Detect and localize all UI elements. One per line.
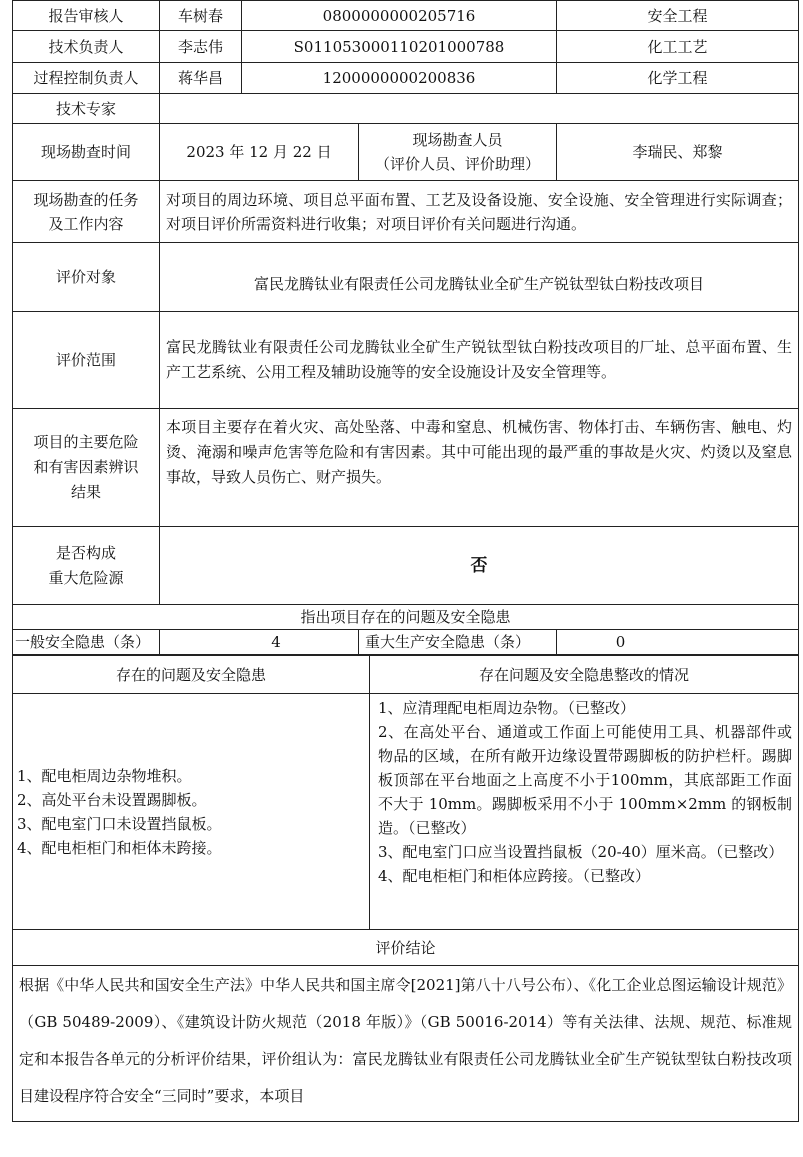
major-hazard-label	[13, 527, 160, 605]
general-count-label: 一般安全隐患（条）	[13, 630, 160, 655]
hazards-label-line1: 项目的主要危险	[33, 433, 139, 451]
object-label: 评价对象	[13, 243, 160, 312]
tasks-label	[13, 181, 160, 243]
general-count-value: 4	[160, 630, 359, 655]
specialty-cell: 安全工程	[557, 1, 799, 31]
cert-cell: 0800000000205716	[242, 1, 557, 31]
cert-cell: 1200000000200836	[242, 63, 557, 94]
rectifications-cell	[370, 694, 799, 930]
name-cell: 李志伟	[160, 31, 242, 63]
scope-value: 富民龙腾钛业有限责任公司龙腾钛业全矿生产锐钛型钛白粉技改项目的厂址、总平面布置、生产工艺系统、公用工程及辅助设施等的安全设施设计及安全管理等。	[160, 312, 799, 409]
survey-people-label-line2: （评价人员、评价助理）	[375, 155, 541, 173]
object-value: 富民龙腾钛业有限责任公司龙腾钛业全矿生产锐钛型钛白粉技改项目	[160, 243, 799, 312]
role-cell: 技术负责人	[13, 31, 160, 63]
issues-header: 指出项目存在的问题及安全隐患	[13, 605, 799, 630]
conclusion-header-row	[13, 930, 799, 966]
scope-label: 评价范围	[13, 312, 160, 409]
hazards-row	[13, 409, 799, 527]
cert-cell: S011053000110201000788	[242, 31, 557, 63]
hazards-label-line3: 结果	[71, 483, 102, 501]
role-cell: 过程控制负责人	[13, 63, 160, 94]
problems-cell	[13, 694, 370, 930]
issues-table	[12, 655, 799, 1122]
issues-table-header-row	[13, 656, 799, 694]
problems-header: 存在的问题及安全隐患	[13, 656, 370, 694]
tasks-label-line1: 现场勘查的任务	[33, 190, 139, 209]
survey-row	[13, 124, 799, 181]
conclusion-text: 根据《中华人民共和国安全生产法》中华人民共和国主席令[2021]第八十八号公布）、《化工企业总图运输设计规范》（GB 50489-2009）、《建筑设计防火规范（2018 年版）》（GB 50016-2014）等有关法律、法规、规范、标准规定和本报告各单元的分析评价结果，评价组认为：富民龙腾钛业有限责任公司龙腾钛业全矿生产锐钛型钛白粉技改项目建设程序符合安全“三同时”要求，本项目	[13, 966, 799, 1122]
report-info-table	[12, 0, 799, 655]
major-hazard-row	[13, 527, 799, 605]
specialty-cell: 化工工艺	[557, 31, 799, 63]
issues-table-body-row	[13, 694, 799, 930]
list-item: 2、高处平台未设置踢脚板。	[17, 790, 207, 809]
name-cell: 车树春	[160, 1, 242, 31]
role-cell: 报告审核人	[13, 1, 160, 31]
expert-label: 技术专家	[13, 94, 160, 124]
scope-row	[13, 312, 799, 409]
counts-row	[13, 630, 799, 655]
expert-row	[13, 94, 799, 124]
major-count-label: 重大生产安全隐患（条）	[359, 630, 557, 655]
survey-people-label	[359, 124, 557, 181]
personnel-row	[13, 1, 799, 31]
major-hazard-label-line1: 是否构成	[56, 543, 117, 562]
hazards-label-line2: 和有害因素辨识	[33, 458, 139, 476]
issues-header-row	[13, 605, 799, 630]
list-item: 3、配电室门口未设置挡鼠板。	[17, 814, 222, 833]
name-cell: 蒋华昌	[160, 63, 242, 94]
survey-people-value: 李瑞民、郑黎	[557, 124, 799, 181]
tasks-row	[13, 181, 799, 243]
expert-value	[160, 94, 799, 124]
specialty-cell: 化学工程	[557, 63, 799, 94]
personnel-row	[13, 63, 799, 94]
list-item: 1、配电柜周边杂物堆积。	[17, 766, 192, 785]
major-hazard-value: 否	[160, 527, 799, 605]
personnel-row	[13, 31, 799, 63]
list-item: 4、配电柜柜门和柜体未跨接。	[17, 838, 222, 857]
hazards-label	[13, 409, 160, 527]
conclusion-row	[13, 966, 799, 1122]
rectifications-header: 存在问题及安全隐患整改的情况	[370, 656, 799, 694]
survey-time-value: 2023 年 12 月 22 日	[160, 124, 359, 181]
survey-time-label: 现场勘查时间	[13, 124, 160, 181]
list-item: 3、配电室门口应当设置挡鼠板（20-40）厘米高。（已整改）	[378, 843, 784, 861]
list-item: 1、应清理配电柜周边杂物。（已整改）	[378, 699, 636, 717]
tasks-value: 对项目的周边环境、项目总平面布置、工艺及设备设施、安全设施、安全管理进行实际调查；对项目评价所需资料进行收集；对项目评价有关问题进行沟通。	[160, 181, 799, 243]
tasks-label-line2: 及工作内容	[48, 214, 124, 233]
list-item: 2、在高处平台、通道或工作面上可能使用工具、机器部件或物品的区域，在所有敞开边缘设置带踢脚板的防护栏杆。踢脚板顶部在平台地面之上高度不小于100mm，其底部距工作面不大于 10mm。踢脚板采用不小于 100mm×2mm 的钢板制造。（已整改）	[378, 723, 792, 837]
list-item: 4、配电柜柜门和柜体应跨接。（已整改）	[378, 867, 651, 885]
major-count-value: 0	[557, 630, 799, 655]
conclusion-header: 评价结论	[13, 930, 799, 966]
object-row	[13, 243, 799, 312]
hazards-value: 本项目主要存在着火灾、高处坠落、中毒和窒息、机械伤害、物体打击、车辆伤害、触电、灼烫、淹溺和噪声危害等危险和有害因素。其中可能出现的最严重的事故是火灾、灼烫以及窒息事故，导致人员伤亡、财产损失。	[160, 409, 799, 527]
major-hazard-label-line2: 重大危险源	[48, 568, 124, 587]
survey-people-label-line1: 现场勘查人员	[412, 131, 503, 149]
